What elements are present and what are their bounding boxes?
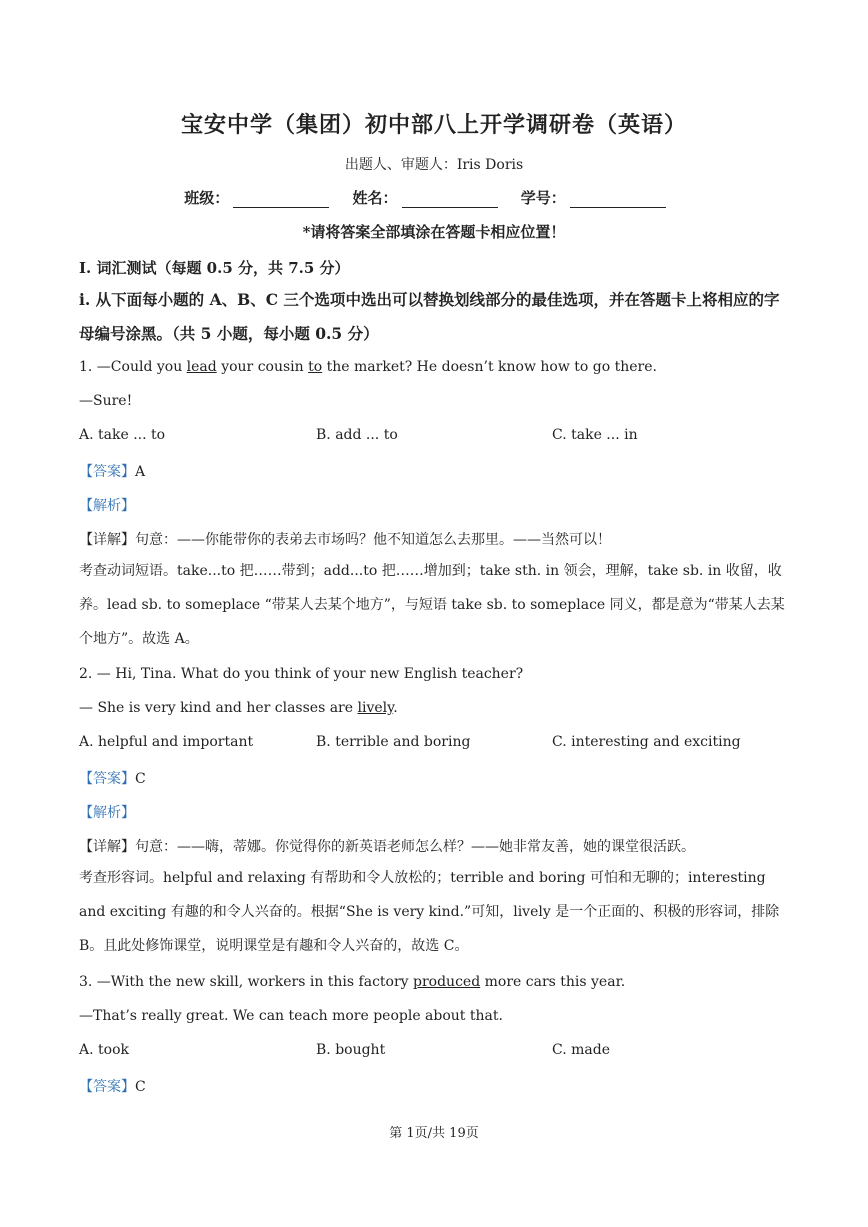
question-2-option-c: C. interesting and exciting <box>552 734 741 750</box>
student-id-blank <box>570 191 666 208</box>
question-2-reply: — She is very kind and her classes are lively. <box>79 700 398 716</box>
underlined-word: produced <box>413 974 481 990</box>
notice: *请将答案全部填涂在答题卡相应位置！ <box>302 223 566 241</box>
section-instruction: i. 从下面每小题的 A、B、C 三个选项中选出可以替换划线部分的最佳选项，并在答题卡上将相应的字母编号涂黑。（共 5 小题，每小题 0.5 分） <box>79 290 780 343</box>
student-id-label: 学号： <box>520 189 566 207</box>
question-2-analysis-label: 【解析】 <box>79 805 135 821</box>
question-3-option-a: A. took <box>79 1042 129 1058</box>
name-blank <box>402 191 498 208</box>
question-2-answer: 【答案】C <box>79 771 146 787</box>
question-2-option-b: B. terrible and boring <box>316 734 471 750</box>
question-3-option-b: B. bought <box>316 1042 386 1058</box>
question-1-option-c: C. take ... in <box>552 427 638 443</box>
authors-line: 出题人、审题人：Iris Doris <box>344 157 524 173</box>
question-1-analysis-label: 【解析】 <box>79 498 135 514</box>
question-2-explanation: 考查形容词。helpful and relaxing 有帮助和令人放松的；terrible and boring 可怕和无聊的；interesting and exciting 有趣的和令人兴奋的。根据“She is very kind.”可知，lively 是一个正面的、积极的形容词，排除 B。且此处修饰课堂，说明课堂是有趣和令人兴奋的，故选 C。 <box>79 870 780 954</box>
page-footer: 第 1页/共 19页 <box>389 1126 479 1141</box>
question-3-text: 3. —With the new skill, workers in this factory produced more cars this year. <box>79 974 626 990</box>
question-1-answer: 【答案】A <box>79 464 146 480</box>
class-blank <box>233 191 329 208</box>
question-1-explanation: 考查动词短语。take...to 把……带到；add...to 把……增加到；take sth. in 领会，理解，take sb. in 收留，收养。lead sb. to someplace “带某人去某个地方”，与短语 take sb. to someplace 同义，都是意为“带某人去某个地方”。故选 A。 <box>79 563 785 647</box>
student-fields <box>0 187 868 208</box>
question-1-option-b: B. add ... to <box>316 427 398 443</box>
question-2-detail: 【详解】句意：——嗨，蒂娜。你觉得你的新英语老师怎么样？——她非常友善，她的课堂很活跃。 <box>79 839 695 855</box>
underlined-word: lead <box>186 359 217 375</box>
question-3-reply: —That’s really great. We can teach more people about that. <box>79 1008 503 1024</box>
question-3-answer: 【答案】C <box>79 1079 146 1095</box>
name-label: 姓名： <box>352 189 398 207</box>
question-1-text: 1. —Could you lead your cousin to the market? He doesn’t know how to go there. <box>79 359 657 375</box>
question-3-option-c: C. made <box>552 1042 610 1058</box>
question-2-option-a: A. helpful and important <box>79 734 254 750</box>
question-1-detail: 【详解】句意：——你能带你的表弟去市场吗？他不知道怎么去那里。——当然可以！ <box>79 532 611 548</box>
section-title: I. 词汇测试（每题 0.5 分，共 7.5 分） <box>79 259 350 277</box>
underlined-word: lively <box>357 700 394 716</box>
question-1-reply: —Sure! <box>79 393 133 409</box>
underlined-word: to <box>308 359 323 375</box>
page-title: 宝安中学（集团）初中部八上开学调研卷（英语） <box>180 112 687 138</box>
class-label: 班级： <box>184 189 230 207</box>
question-1-option-a: A. take ... to <box>79 427 166 443</box>
question-2-text: 2. — Hi, Tina. What do you think of your new English teacher? <box>79 666 524 682</box>
